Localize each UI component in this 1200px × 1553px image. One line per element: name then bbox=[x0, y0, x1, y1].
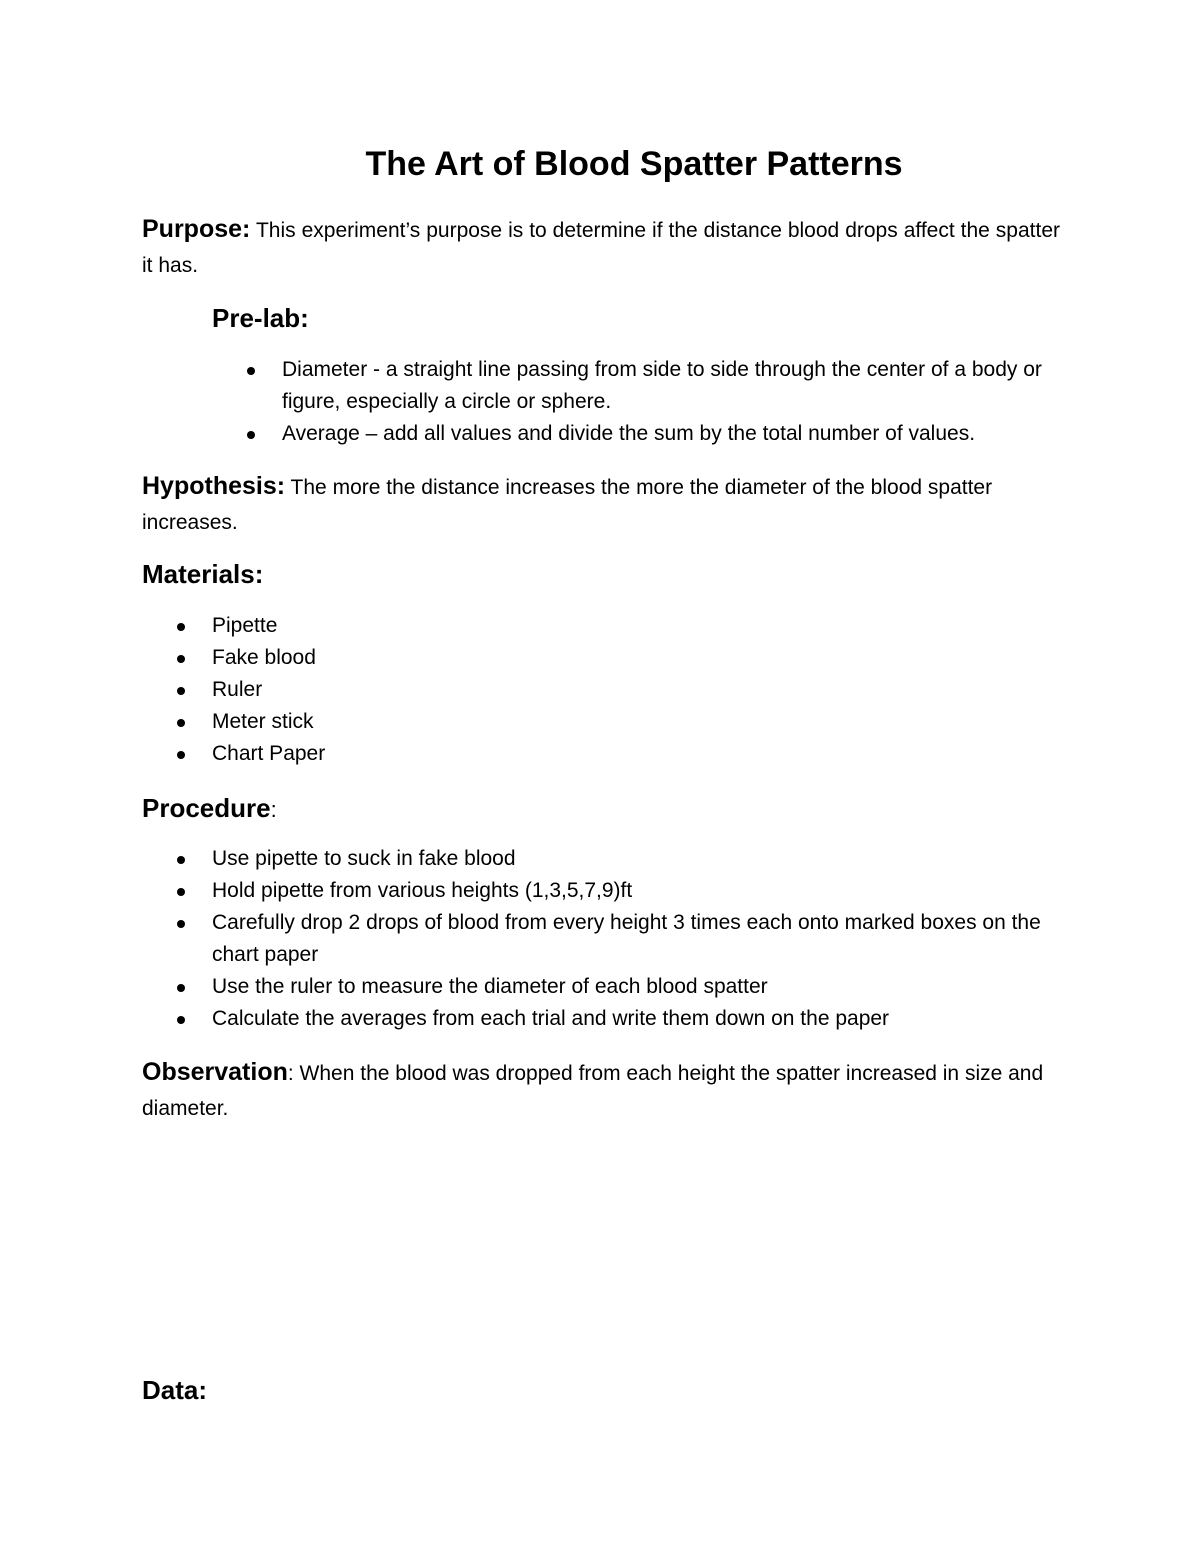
observation-paragraph bbox=[142, 1055, 1060, 1126]
purpose-text: This experiment’s purpose is to determine if the distance blood drops affect the spatter it has. bbox=[142, 219, 1060, 277]
data-heading: Data: bbox=[142, 1375, 208, 1405]
list-item: Average – add all values and divide the sum by the total number of values. bbox=[244, 418, 1064, 450]
materials-list bbox=[174, 610, 1054, 770]
list-item: Chart Paper bbox=[174, 738, 1054, 770]
list-item: Hold pipette from various heights (1,3,5,7,9)ft bbox=[174, 875, 1054, 907]
list-item: Meter stick bbox=[174, 706, 1054, 738]
hypothesis-label: Hypothesis: bbox=[142, 472, 286, 500]
list-item: Calculate the averages from each trial and write them down on the paper bbox=[174, 1003, 1054, 1035]
procedure-heading bbox=[142, 790, 277, 828]
observation-label: Observation bbox=[142, 1058, 288, 1086]
materials-heading: Materials: bbox=[142, 559, 264, 589]
list-item: Diameter - a straight line passing from side to side through the center of a body or figure, especially a circle or sphere. bbox=[244, 354, 1064, 418]
list-item: Use pipette to suck in fake blood bbox=[174, 843, 1054, 875]
list-item: Fake blood bbox=[174, 642, 1054, 674]
hypothesis-paragraph bbox=[142, 469, 1060, 540]
prelab-list bbox=[244, 354, 1064, 450]
purpose-paragraph bbox=[142, 212, 1060, 283]
list-item: Use the ruler to measure the diameter of each blood spatter bbox=[174, 971, 1054, 1003]
hypothesis-text: The more the distance increases the more the diameter of the blood spatter increases. bbox=[142, 476, 993, 534]
procedure-heading-colon: : bbox=[270, 797, 277, 822]
list-item: Pipette bbox=[174, 610, 1054, 642]
observation-text: : When the blood was dropped from each height the spatter increased in size and diameter. bbox=[142, 1062, 1044, 1120]
procedure-list bbox=[174, 843, 1054, 1035]
list-item: Ruler bbox=[174, 674, 1054, 706]
list-item: Carefully drop 2 drops of blood from every height 3 times each onto marked boxes on the chart paper bbox=[174, 907, 1054, 971]
procedure-heading-text: Procedure bbox=[142, 793, 271, 823]
prelab-heading: Pre-lab: bbox=[212, 303, 309, 333]
purpose-label: Purpose: bbox=[142, 215, 251, 243]
document-title: The Art of Blood Spatter Patterns bbox=[365, 145, 903, 183]
